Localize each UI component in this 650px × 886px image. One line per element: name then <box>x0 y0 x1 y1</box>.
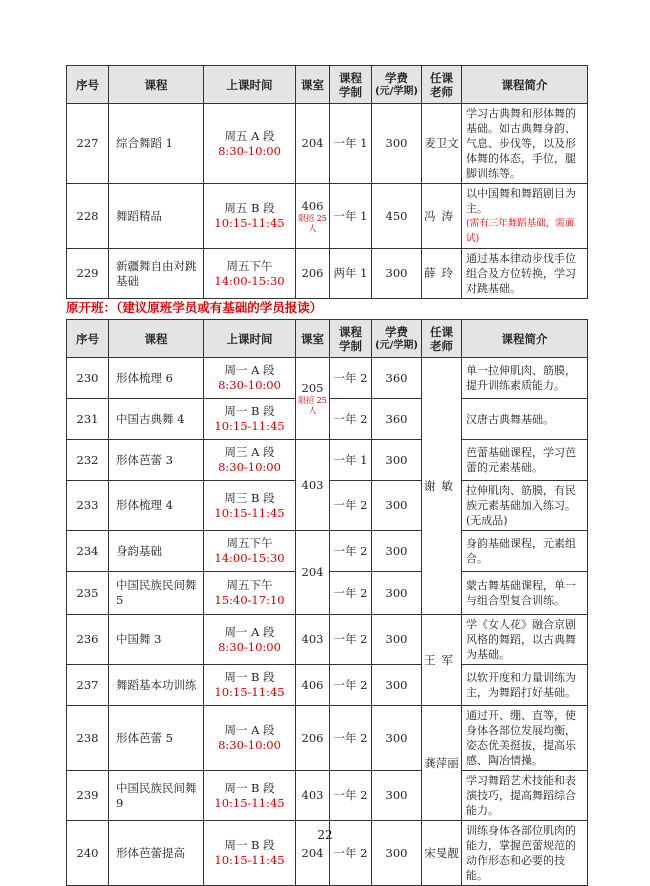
table-row <box>67 706 588 771</box>
term-cell: 一年 2 <box>330 615 372 665</box>
header-fee: 学费 (元/学期) <box>372 320 422 358</box>
header-room: 课室 <box>296 320 330 358</box>
term-cell: 一年 2 <box>330 531 372 572</box>
course-cell: 中国民族民间舞 5 <box>109 572 204 615</box>
header-seq: 序号 <box>67 66 109 104</box>
time-cell: 周五下午 14:00-15:30 <box>204 531 296 572</box>
table-header-row <box>67 320 588 358</box>
seq-cell: 235 <box>67 572 109 615</box>
fee-cell: 300 <box>372 821 422 886</box>
course-cell: 新疆舞自由对跳基础 <box>109 249 204 299</box>
header-intro: 课程简介 <box>462 320 588 358</box>
table-row <box>67 615 588 665</box>
fee-cell: 300 <box>372 481 422 531</box>
seq-cell: 240 <box>67 821 109 886</box>
header-room: 课室 <box>296 66 330 104</box>
time-cell: 周一 B 段 10:15-11:45 <box>204 665 296 706</box>
time-cell: 周三 B 段 10:15-11:45 <box>204 481 296 531</box>
intro-cell: 身韵基础课程，元素组合。 <box>462 531 588 572</box>
table-row <box>67 440 588 481</box>
term-cell: 一年 2 <box>330 481 372 531</box>
page-number: 22 <box>317 828 333 842</box>
fee-cell: 300 <box>372 104 422 184</box>
header-course: 课程 <box>109 320 204 358</box>
term-cell: 一年 2 <box>330 821 372 886</box>
seq-cell: 236 <box>67 615 109 665</box>
time-cell: 周一 A 段 8:30-10:00 <box>204 615 296 665</box>
time-cell: 周三 A 段 8:30-10:00 <box>204 440 296 481</box>
intro-cell: 蒙古舞基础课程，单一与组合型复合训练。 <box>462 572 588 615</box>
header-fee: 学费 (元/学期) <box>372 66 422 104</box>
time-cell: 周五 A 段 8:30-10:00 <box>204 104 296 184</box>
header-term: 课程 学制 <box>330 66 372 104</box>
table-row <box>67 665 588 706</box>
table-row <box>67 249 588 299</box>
intro-cell: 训练身体各部位肌肉的能力，掌握芭蕾规范的动作形态和必要的技能。 <box>462 821 588 886</box>
intro-cell: 学习舞蹈艺术技能和表演技巧，提高舞蹈综合能力。 <box>462 771 588 821</box>
seq-cell: 229 <box>67 249 109 299</box>
fee-cell: 300 <box>372 665 422 706</box>
room-cell: 206 <box>296 249 330 299</box>
term-cell: 一年 2 <box>330 572 372 615</box>
fee-cell: 300 <box>372 531 422 572</box>
term-cell: 一年 1 <box>330 440 372 481</box>
table-header-row <box>67 66 588 104</box>
course-cell: 形体梳理 4 <box>109 481 204 531</box>
seq-cell: 239 <box>67 771 109 821</box>
course-cell: 中国古典舞 4 <box>109 399 204 440</box>
course-cell: 舞蹈基本功训练 <box>109 665 204 706</box>
fee-cell: 300 <box>372 572 422 615</box>
seq-cell: 238 <box>67 706 109 771</box>
course-cell: 舞蹈精品 <box>109 184 204 249</box>
term-cell: 一年 1 <box>330 184 372 249</box>
course-cell: 中国舞 3 <box>109 615 204 665</box>
term-cell: 一年 2 <box>330 399 372 440</box>
intro-cell: 以软开度和力量训练为主，为舞蹈打好基础。 <box>462 665 588 706</box>
room-cell: 406 <box>296 665 330 706</box>
room-cell: 403 <box>296 615 330 665</box>
section-title: 原开班：（建议原班学员或有基础的学员报读） <box>66 300 323 315</box>
intro-cell: 单一拉伸肌肉、筋膜，提升训练素质能力。 <box>462 358 588 399</box>
course-cell: 形体梳理 6 <box>109 358 204 399</box>
course-cell: 中国民族民间舞 9 <box>109 771 204 821</box>
room-cell: 403 <box>296 771 330 821</box>
room-cell: 204 <box>296 821 330 886</box>
term-cell: 一年 2 <box>330 358 372 399</box>
fee-cell: 360 <box>372 399 422 440</box>
seq-cell: 233 <box>67 481 109 531</box>
intro-cell: 学《女人花》融合京剧风格的舞蹈，以古典舞为基础。 <box>462 615 588 665</box>
table-row <box>67 531 588 572</box>
term-cell: 一年 2 <box>330 706 372 771</box>
teacher-cell: 谢敏 <box>422 358 462 615</box>
time-cell: 周一 A 段 8:30-10:00 <box>204 706 296 771</box>
room-cell: 406 限招 25 人 <box>296 184 330 249</box>
header-teacher: 任课 老师 <box>422 66 462 104</box>
seq-cell: 228 <box>67 184 109 249</box>
course-cell: 综合舞蹈 1 <box>109 104 204 184</box>
course-cell: 形体芭蕾提高 <box>109 821 204 886</box>
table-row <box>67 771 588 821</box>
teacher-cell: 麦卫文 <box>422 104 462 184</box>
requirement-note: (需有三年舞蹈基础，需面试) <box>466 218 575 244</box>
table-row <box>67 358 588 399</box>
seq-cell: 230 <box>67 358 109 399</box>
seq-cell: 231 <box>67 399 109 440</box>
intro-cell: 通过基本律动步伐手位组合及方位转换，学习对跳基础。 <box>462 249 588 299</box>
seq-cell: 234 <box>67 531 109 572</box>
room-cell: 206 <box>296 706 330 771</box>
teacher-cell: 龚萍丽 <box>422 706 462 821</box>
time-cell: 周五下午 14:00-15:30 <box>204 249 296 299</box>
seq-cell: 227 <box>67 104 109 184</box>
teacher-cell: 王军 <box>422 615 462 706</box>
intro-cell: 以中国舞和舞蹈剧目为主。 (需有三年舞蹈基础，需面试) <box>462 184 588 249</box>
term-cell: 一年 1 <box>330 104 372 184</box>
time-cell: 周一 B 段 10:15-11:45 <box>204 399 296 440</box>
fee-cell: 300 <box>372 706 422 771</box>
course-cell: 身韵基础 <box>109 531 204 572</box>
term-cell: 一年 2 <box>330 665 372 706</box>
fee-cell: 300 <box>372 615 422 665</box>
time-cell: 周一 B 段 10:15-11:45 <box>204 771 296 821</box>
fee-cell: 360 <box>372 358 422 399</box>
intro-cell: 拉伸肌肉、筋膜，有民族元素基础加入练习。(无成品) <box>462 481 588 531</box>
header-intro: 课程简介 <box>462 66 588 104</box>
teacher-cell: 薛玲 <box>422 249 462 299</box>
teacher-cell: 冯涛 <box>422 184 462 249</box>
intro-cell: 通过开、绷、直等，使身体各部位发展均衡，姿态优美挺拔，提高乐感、陶冶情操。 <box>462 706 588 771</box>
intro-cell: 学习古典舞和形体舞的基础。如古典舞身韵、气息、步伐等，以及形体舞的体态，手位，腿脚训练等。 <box>462 104 588 184</box>
header-term: 课程 学制 <box>330 320 372 358</box>
seq-cell: 237 <box>67 665 109 706</box>
intro-cell: 芭蕾基础课程，学习芭蕾的元素基础。 <box>462 440 588 481</box>
intro-cell: 汉唐古典舞基础。 <box>462 399 588 440</box>
fee-cell: 300 <box>372 249 422 299</box>
room-limit-note: 限招 25 人 <box>298 396 327 415</box>
course-cell: 形体芭蕾 3 <box>109 440 204 481</box>
room-cell: 204 <box>296 531 330 615</box>
term-cell: 一年 2 <box>330 771 372 821</box>
seq-cell: 232 <box>67 440 109 481</box>
time-cell: 周五下午 15:40-17:10 <box>204 572 296 615</box>
header-time: 上课时间 <box>204 320 296 358</box>
room-limit-note: 限招 25 人 <box>298 213 327 233</box>
header-time: 上课时间 <box>204 66 296 104</box>
fee-cell: 300 <box>372 771 422 821</box>
table-row <box>67 184 588 249</box>
room-cell: 205 限招 25 人 <box>296 358 330 440</box>
room-cell: 204 <box>296 104 330 184</box>
time-cell: 周一 B 段 10:15-11:45 <box>204 821 296 886</box>
course-table-1 <box>66 65 588 299</box>
term-cell: 两年 1 <box>330 249 372 299</box>
table-row <box>67 104 588 184</box>
header-course: 课程 <box>109 66 204 104</box>
course-table-2 <box>66 319 588 886</box>
header-seq: 序号 <box>67 320 109 358</box>
course-cell: 形体芭蕾 5 <box>109 706 204 771</box>
time-cell: 周五 B 段 10:15-11:45 <box>204 184 296 249</box>
room-cell: 403 <box>296 440 330 531</box>
fee-cell: 300 <box>372 440 422 481</box>
fee-cell: 450 <box>372 184 422 249</box>
time-cell: 周一 A 段 8:30-10:00 <box>204 358 296 399</box>
teacher-cell: 宋旻靓 <box>422 821 462 886</box>
header-teacher: 任课 老师 <box>422 320 462 358</box>
